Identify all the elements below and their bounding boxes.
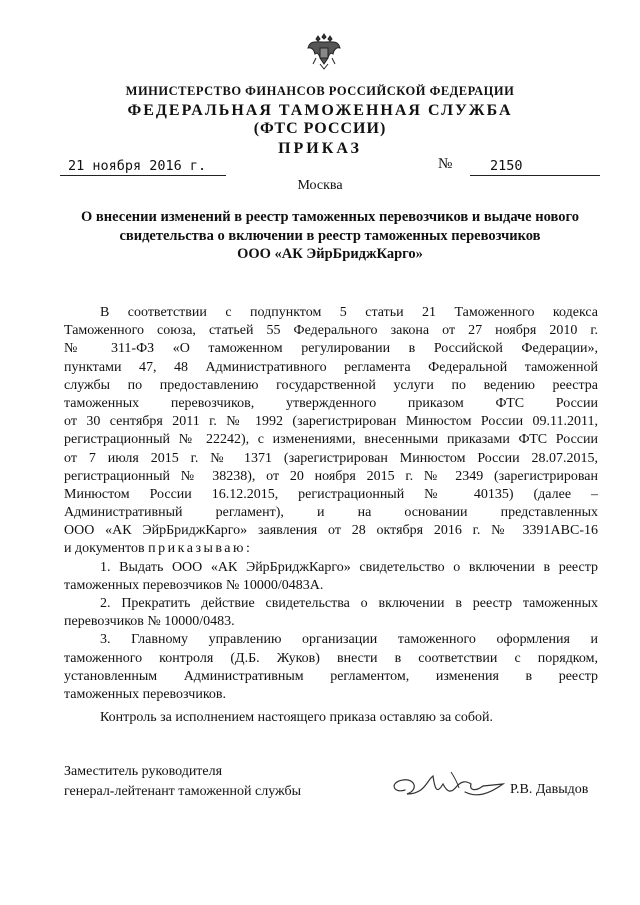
number-sign: № [438, 156, 453, 172]
body-line: ООО «АК ЭйрБриджКарго» заявления от 28 октября 2016 г. № 3391АВС-16 [64, 523, 598, 539]
body-line: пунктами 47, 48 Административного регламента Федеральной таможенной [64, 359, 598, 375]
document-type: ПРИКАЗ [278, 140, 362, 157]
russian-coat-of-arms-icon [306, 30, 342, 72]
body-line: регистрационный № 22242), с изменениями, внесенными приказами ФТС России [64, 432, 598, 448]
body-line: перевозчиков № 10000/0483. [64, 614, 235, 630]
body-line-text: и документов [64, 541, 145, 557]
service-abbreviation: (ФТС РОССИИ) [253, 120, 387, 137]
body-line: Минюстом России 16.12.2015, регистрационный № 40135) (далее – [64, 486, 598, 502]
body-line: Административный регламент), и на основании представленных [64, 505, 598, 521]
service-name: ФЕДЕРАЛЬНАЯ ТАМОЖЕННАЯ СЛУЖБА [127, 102, 513, 119]
title-line: О внесении изменений в реестр таможенных перевозчиков и выдаче нового [81, 209, 579, 225]
body-line: 3. Главному управлению организации таможенного оформления и [100, 632, 598, 648]
title-line: ООО «АК ЭйрБриджКарго» [237, 246, 423, 262]
body-line: таможенных перевозчиков № 10000/0483А. [64, 577, 324, 593]
body-line: таможенного контроля (Д.Б. Жуков) внести в соответствии с порядком, [64, 650, 598, 666]
title-line: свидетельства о включении в реестр таможенных перевозчиков [119, 227, 541, 244]
body-line: службы по предоставлению государственной услуги по ведению реестра [64, 377, 598, 393]
ministry-name: МИНИСТЕРСТВО ФИНАНСОВ РОССИЙСКОЙ ФЕДЕРАЦИИ [125, 84, 515, 98]
body-line: таможенных перевозчиков. [64, 686, 227, 702]
body-line: от 30 сентября 2011 г. № 1992 (зарегистрирован Минюстом России 09.11.2011, [64, 414, 598, 430]
order-body [64, 304, 598, 704]
signer-position [64, 762, 301, 802]
body-line: установленным Административным регламентом, изменения в реестр [64, 668, 598, 684]
body-line: 1. Выдать ООО «АК ЭйрБриджКарго» свидетельство о включении в реестр [100, 559, 598, 575]
order-directive: приказываю: [148, 541, 253, 557]
city: Москва [297, 178, 343, 193]
body-line: В соответствии с подпунктом 5 статьи 21 Таможенного кодекса [100, 305, 598, 320]
body-line: от 7 июля 2015 г. № 1371 (зарегистрирован Минюстом России 28.07.2015, [64, 450, 598, 466]
closing-statement: Контроль за исполнением настоящего приказа оставляю за собой. [100, 710, 494, 725]
order-date: 21 ноября 2016 г. [60, 158, 226, 176]
order-title [60, 208, 600, 264]
body-line: регистрационный № 38238), от 20 ноября 2015 г. № 2349 (зарегистрирован [64, 468, 598, 484]
signer-name: Р.В. Давыдов [510, 782, 589, 797]
body-line: Таможенного союза, статьей 55 Федерального закона от 27 ноября 2010 г. [64, 323, 598, 339]
body-line [64, 540, 598, 558]
signer-position-line: генерал-лейтенант таможенной службы [64, 784, 302, 799]
body-line: № 311-ФЗ «О таможенном регулировании в Российской Федерации», [64, 341, 598, 357]
signer-position-line: Заместитель руководителя [64, 764, 223, 779]
handwritten-signature [385, 768, 515, 808]
body-line: таможенных перевозчиков, утвержденного приказом ФТС России [64, 395, 598, 411]
body-line: 2. Прекратить действие свидетельства о включении в реестр таможенных [100, 596, 598, 611]
order-number: 2150 [470, 158, 600, 176]
